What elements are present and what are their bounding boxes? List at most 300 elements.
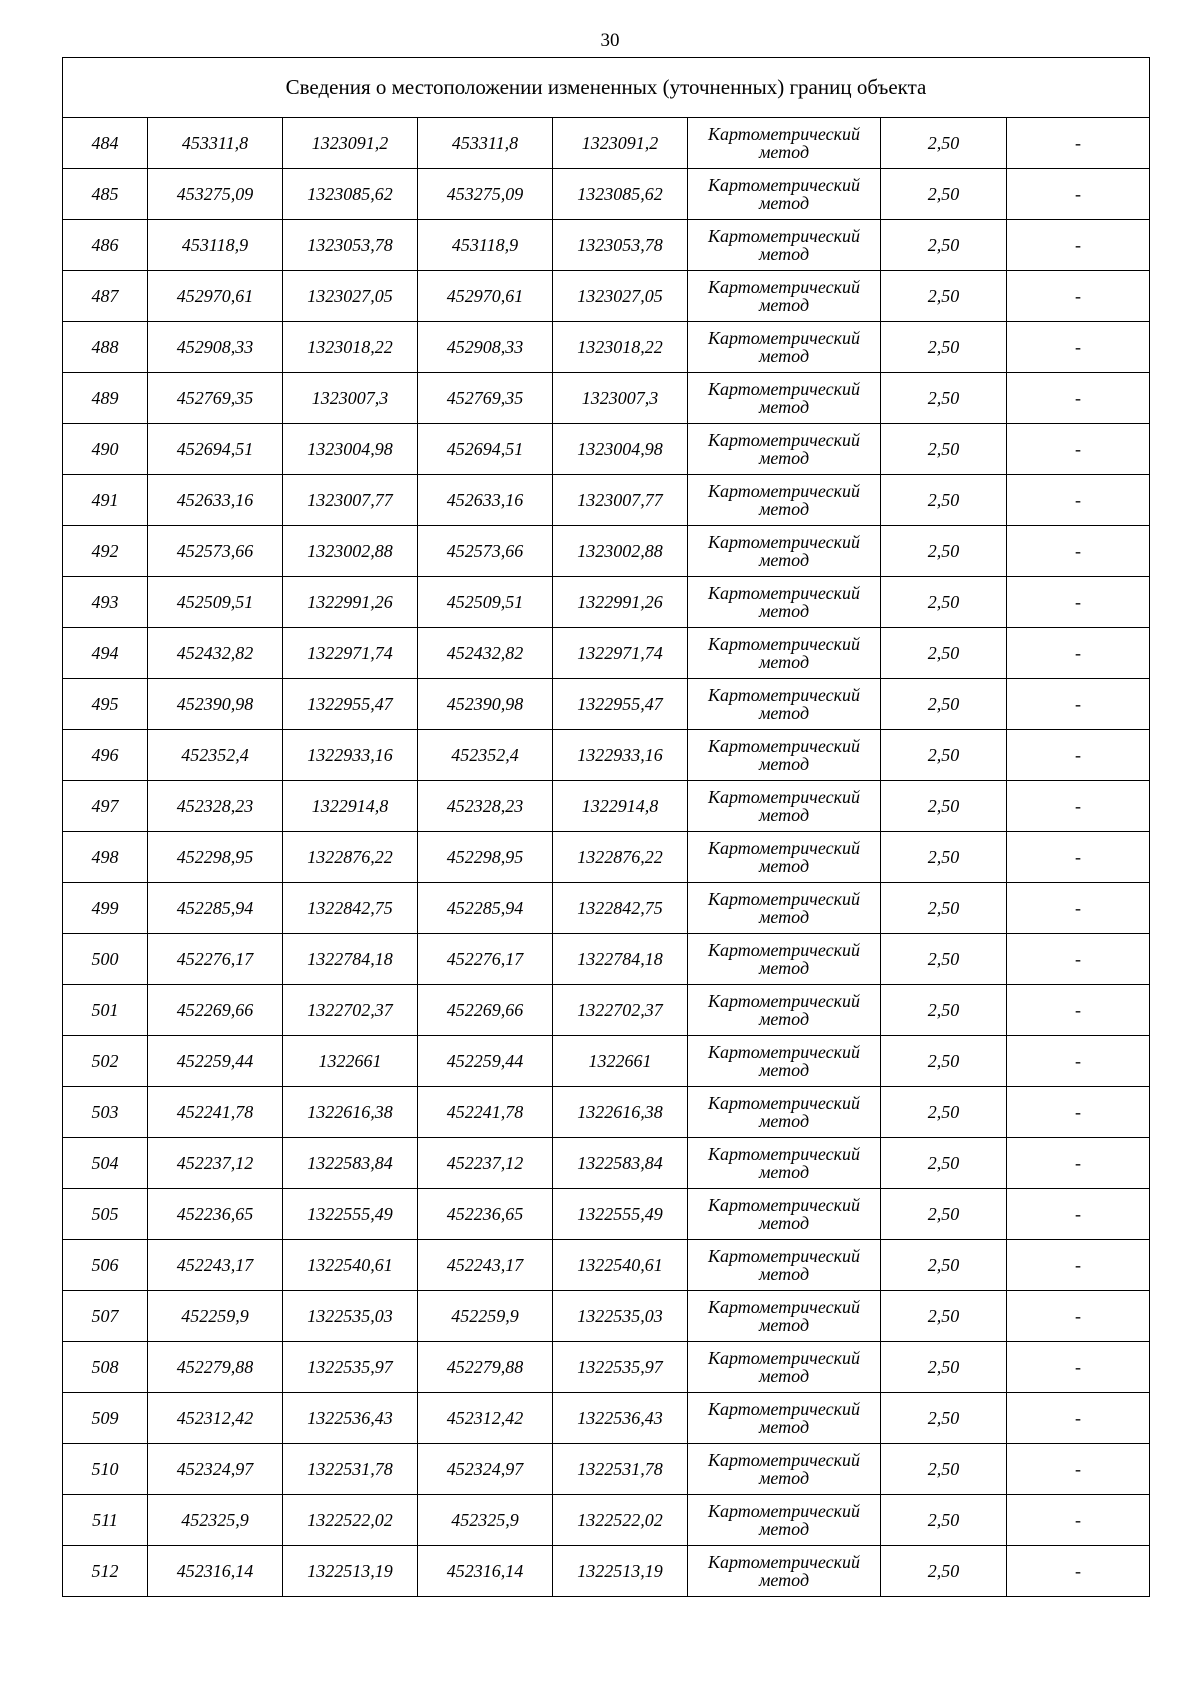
y-existing-cell: 1323007,77 xyxy=(283,475,418,526)
table-row xyxy=(63,985,1150,1036)
method-cell xyxy=(688,1291,881,1342)
method-line-1: Картометрический xyxy=(707,1246,860,1266)
method-cell xyxy=(688,1546,881,1597)
y-refined-cell: 1323027,05 xyxy=(553,271,688,322)
y-existing-cell: 1322971,74 xyxy=(283,628,418,679)
method-line-1: Картометрический xyxy=(707,583,860,603)
point-number-cell: 512 xyxy=(63,1546,148,1597)
x-refined-cell: 452237,12 xyxy=(418,1138,553,1189)
point-number-cell: 484 xyxy=(63,118,148,169)
method-line-2: метод xyxy=(758,295,810,315)
note-cell: - xyxy=(1007,373,1150,424)
accuracy-cell: 2,50 xyxy=(881,577,1007,628)
method-cell xyxy=(688,1342,881,1393)
table-row xyxy=(63,628,1150,679)
accuracy-cell: 2,50 xyxy=(881,1291,1007,1342)
method-line-1: Картометрический xyxy=(707,940,860,960)
table-row xyxy=(63,781,1150,832)
method-line-1: Картометрический xyxy=(707,1348,860,1368)
x-existing-cell: 452970,61 xyxy=(148,271,283,322)
method-line-1: Картометрический xyxy=(707,379,860,399)
x-refined-cell: 452352,4 xyxy=(418,730,553,781)
method-line-1: Картометрический xyxy=(707,277,860,297)
point-number-cell: 503 xyxy=(63,1087,148,1138)
y-existing-cell: 1322535,97 xyxy=(283,1342,418,1393)
method-line-1: Картометрический xyxy=(707,226,860,246)
method-line-2: метод xyxy=(758,550,810,570)
table-row xyxy=(63,169,1150,220)
note-cell: - xyxy=(1007,169,1150,220)
x-refined-cell: 452573,66 xyxy=(418,526,553,577)
note-cell: - xyxy=(1007,118,1150,169)
x-refined-cell: 452259,44 xyxy=(418,1036,553,1087)
table-row xyxy=(63,526,1150,577)
method-cell xyxy=(688,322,881,373)
note-cell: - xyxy=(1007,1189,1150,1240)
method-cell xyxy=(688,628,881,679)
method-line-2: метод xyxy=(758,193,810,213)
y-existing-cell: 1322536,43 xyxy=(283,1393,418,1444)
point-number-cell: 506 xyxy=(63,1240,148,1291)
y-refined-cell: 1322702,37 xyxy=(553,985,688,1036)
y-existing-cell: 1322583,84 xyxy=(283,1138,418,1189)
x-refined-cell: 452509,51 xyxy=(418,577,553,628)
method-cell xyxy=(688,781,881,832)
x-refined-cell: 452694,51 xyxy=(418,424,553,475)
accuracy-cell: 2,50 xyxy=(881,1138,1007,1189)
method-cell xyxy=(688,169,881,220)
y-refined-cell: 1322955,47 xyxy=(553,679,688,730)
method-line-2: метод xyxy=(758,244,810,264)
x-refined-cell: 452243,17 xyxy=(418,1240,553,1291)
accuracy-cell: 2,50 xyxy=(881,1087,1007,1138)
method-line-2: метод xyxy=(758,754,810,774)
method-cell xyxy=(688,934,881,985)
table-row xyxy=(63,1291,1150,1342)
method-line-1: Картометрический xyxy=(707,787,860,807)
x-existing-cell: 452573,66 xyxy=(148,526,283,577)
y-refined-cell: 1322784,18 xyxy=(553,934,688,985)
table-row xyxy=(63,1138,1150,1189)
point-number-cell: 510 xyxy=(63,1444,148,1495)
y-refined-cell: 1323053,78 xyxy=(553,220,688,271)
note-cell: - xyxy=(1007,526,1150,577)
method-line-2: метод xyxy=(758,805,810,825)
method-cell xyxy=(688,475,881,526)
y-refined-cell: 1322531,78 xyxy=(553,1444,688,1495)
table-row xyxy=(63,1087,1150,1138)
point-number-cell: 498 xyxy=(63,832,148,883)
table-row xyxy=(63,1189,1150,1240)
x-existing-cell: 453118,9 xyxy=(148,220,283,271)
method-line-2: метод xyxy=(758,499,810,519)
method-cell xyxy=(688,271,881,322)
accuracy-cell: 2,50 xyxy=(881,1444,1007,1495)
point-number-cell: 488 xyxy=(63,322,148,373)
y-refined-cell: 1322540,61 xyxy=(553,1240,688,1291)
table-row xyxy=(63,1495,1150,1546)
accuracy-cell: 2,50 xyxy=(881,526,1007,577)
accuracy-cell: 2,50 xyxy=(881,373,1007,424)
method-line-2: метод xyxy=(758,397,810,417)
method-line-2: метод xyxy=(758,1519,810,1539)
point-number-cell: 502 xyxy=(63,1036,148,1087)
x-refined-cell: 452312,42 xyxy=(418,1393,553,1444)
x-refined-cell: 452241,78 xyxy=(418,1087,553,1138)
y-existing-cell: 1323091,2 xyxy=(283,118,418,169)
method-line-2: метод xyxy=(758,448,810,468)
y-refined-cell: 1322914,8 xyxy=(553,781,688,832)
x-existing-cell: 452269,66 xyxy=(148,985,283,1036)
point-number-cell: 487 xyxy=(63,271,148,322)
y-existing-cell: 1322616,38 xyxy=(283,1087,418,1138)
table-row xyxy=(63,1342,1150,1393)
method-line-2: метод xyxy=(758,601,810,621)
point-number-cell: 486 xyxy=(63,220,148,271)
point-number-cell: 497 xyxy=(63,781,148,832)
note-cell: - xyxy=(1007,1291,1150,1342)
method-cell xyxy=(688,1087,881,1138)
y-existing-cell: 1323002,88 xyxy=(283,526,418,577)
accuracy-cell: 2,50 xyxy=(881,271,1007,322)
accuracy-cell: 2,50 xyxy=(881,169,1007,220)
method-line-1: Картометрический xyxy=(707,430,860,450)
accuracy-cell: 2,50 xyxy=(881,475,1007,526)
method-cell xyxy=(688,1495,881,1546)
note-cell: - xyxy=(1007,424,1150,475)
y-refined-cell: 1323085,62 xyxy=(553,169,688,220)
point-number-cell: 507 xyxy=(63,1291,148,1342)
note-cell: - xyxy=(1007,934,1150,985)
x-refined-cell: 452279,88 xyxy=(418,1342,553,1393)
point-number-cell: 500 xyxy=(63,934,148,985)
page-number: 30 xyxy=(600,30,620,51)
method-line-1: Картометрический xyxy=(707,889,860,909)
point-number-cell: 508 xyxy=(63,1342,148,1393)
y-existing-cell: 1323018,22 xyxy=(283,322,418,373)
method-line-1: Картометрический xyxy=(707,1399,860,1419)
x-existing-cell: 452325,9 xyxy=(148,1495,283,1546)
method-line-1: Картометрический xyxy=(707,685,860,705)
y-existing-cell: 1322991,26 xyxy=(283,577,418,628)
y-refined-cell: 1323007,77 xyxy=(553,475,688,526)
method-cell xyxy=(688,1138,881,1189)
x-refined-cell: 452298,95 xyxy=(418,832,553,883)
y-refined-cell: 1323004,98 xyxy=(553,424,688,475)
method-cell xyxy=(688,730,881,781)
table-row xyxy=(63,322,1150,373)
y-existing-cell: 1322513,19 xyxy=(283,1546,418,1597)
accuracy-cell: 2,50 xyxy=(881,322,1007,373)
accuracy-cell: 2,50 xyxy=(881,1393,1007,1444)
accuracy-cell: 2,50 xyxy=(881,1495,1007,1546)
method-cell xyxy=(688,118,881,169)
method-line-1: Картометрический xyxy=(707,838,860,858)
y-existing-cell: 1322914,8 xyxy=(283,781,418,832)
y-existing-cell: 1322555,49 xyxy=(283,1189,418,1240)
table-row xyxy=(63,577,1150,628)
y-existing-cell: 1323004,98 xyxy=(283,424,418,475)
method-line-2: метод xyxy=(758,1213,810,1233)
accuracy-cell: 2,50 xyxy=(881,781,1007,832)
method-cell xyxy=(688,1393,881,1444)
y-existing-cell: 1323007,3 xyxy=(283,373,418,424)
note-cell: - xyxy=(1007,985,1150,1036)
y-refined-cell: 1322933,16 xyxy=(553,730,688,781)
note-cell: - xyxy=(1007,679,1150,730)
method-line-1: Картометрический xyxy=(707,1042,860,1062)
table-row xyxy=(63,1444,1150,1495)
note-cell: - xyxy=(1007,1495,1150,1546)
x-refined-cell: 452269,66 xyxy=(418,985,553,1036)
method-cell xyxy=(688,1240,881,1291)
method-cell xyxy=(688,1036,881,1087)
method-line-2: метод xyxy=(758,1468,810,1488)
y-refined-cell: 1322842,75 xyxy=(553,883,688,934)
note-cell: - xyxy=(1007,730,1150,781)
x-existing-cell: 452259,44 xyxy=(148,1036,283,1087)
y-refined-cell: 1323091,2 xyxy=(553,118,688,169)
method-line-1: Картометрический xyxy=(707,328,860,348)
y-existing-cell: 1323027,05 xyxy=(283,271,418,322)
method-cell xyxy=(688,424,881,475)
y-existing-cell: 1322933,16 xyxy=(283,730,418,781)
y-refined-cell: 1323018,22 xyxy=(553,322,688,373)
method-line-2: метод xyxy=(758,1009,810,1029)
x-refined-cell: 452970,61 xyxy=(418,271,553,322)
table-row xyxy=(63,934,1150,985)
point-number-cell: 485 xyxy=(63,169,148,220)
method-line-2: метод xyxy=(758,1366,810,1386)
x-existing-cell: 452509,51 xyxy=(148,577,283,628)
note-cell: - xyxy=(1007,832,1150,883)
table-row xyxy=(63,118,1150,169)
point-number-cell: 496 xyxy=(63,730,148,781)
note-cell: - xyxy=(1007,475,1150,526)
y-refined-cell: 1323002,88 xyxy=(553,526,688,577)
y-refined-cell: 1322991,26 xyxy=(553,577,688,628)
x-existing-cell: 452769,35 xyxy=(148,373,283,424)
x-refined-cell: 452908,33 xyxy=(418,322,553,373)
accuracy-cell: 2,50 xyxy=(881,1546,1007,1597)
y-existing-cell: 1322842,75 xyxy=(283,883,418,934)
table-row xyxy=(63,1240,1150,1291)
x-refined-cell: 452276,17 xyxy=(418,934,553,985)
x-refined-cell: 452325,9 xyxy=(418,1495,553,1546)
note-cell: - xyxy=(1007,1546,1150,1597)
x-existing-cell: 452328,23 xyxy=(148,781,283,832)
y-existing-cell: 1322955,47 xyxy=(283,679,418,730)
note-cell: - xyxy=(1007,322,1150,373)
method-line-2: метод xyxy=(758,907,810,927)
table-row xyxy=(63,679,1150,730)
point-number-cell: 495 xyxy=(63,679,148,730)
method-line-2: метод xyxy=(758,1417,810,1437)
note-cell: - xyxy=(1007,628,1150,679)
x-existing-cell: 452241,78 xyxy=(148,1087,283,1138)
method-line-1: Картометрический xyxy=(707,175,860,195)
x-existing-cell: 452390,98 xyxy=(148,679,283,730)
note-cell: - xyxy=(1007,577,1150,628)
accuracy-cell: 2,50 xyxy=(881,118,1007,169)
y-refined-cell: 1323007,3 xyxy=(553,373,688,424)
y-refined-cell: 1322536,43 xyxy=(553,1393,688,1444)
accuracy-cell: 2,50 xyxy=(881,883,1007,934)
table-row xyxy=(63,220,1150,271)
method-line-1: Картометрический xyxy=(707,1297,860,1317)
method-cell xyxy=(688,832,881,883)
y-refined-cell: 1322555,49 xyxy=(553,1189,688,1240)
x-refined-cell: 452316,14 xyxy=(418,1546,553,1597)
table-row xyxy=(63,1546,1150,1597)
method-line-1: Картометрический xyxy=(707,991,860,1011)
x-existing-cell: 452324,97 xyxy=(148,1444,283,1495)
x-existing-cell: 452908,33 xyxy=(148,322,283,373)
y-existing-cell: 1322522,02 xyxy=(283,1495,418,1546)
y-existing-cell: 1323085,62 xyxy=(283,169,418,220)
x-existing-cell: 453275,09 xyxy=(148,169,283,220)
y-refined-cell: 1322616,38 xyxy=(553,1087,688,1138)
method-line-2: метод xyxy=(758,1162,810,1182)
method-line-1: Картометрический xyxy=(707,1093,860,1113)
x-refined-cell: 453118,9 xyxy=(418,220,553,271)
x-refined-cell: 453311,8 xyxy=(418,118,553,169)
note-cell: - xyxy=(1007,1240,1150,1291)
point-number-cell: 501 xyxy=(63,985,148,1036)
method-cell xyxy=(688,220,881,271)
x-existing-cell: 452236,65 xyxy=(148,1189,283,1240)
x-existing-cell: 452276,17 xyxy=(148,934,283,985)
point-number-cell: 494 xyxy=(63,628,148,679)
method-cell xyxy=(688,679,881,730)
x-refined-cell: 452633,16 xyxy=(418,475,553,526)
method-cell xyxy=(688,985,881,1036)
accuracy-cell: 2,50 xyxy=(881,220,1007,271)
accuracy-cell: 2,50 xyxy=(881,628,1007,679)
x-refined-cell: 452236,65 xyxy=(418,1189,553,1240)
x-existing-cell: 452352,4 xyxy=(148,730,283,781)
note-cell: - xyxy=(1007,1087,1150,1138)
y-refined-cell: 1322583,84 xyxy=(553,1138,688,1189)
method-line-2: метод xyxy=(758,703,810,723)
point-number-cell: 492 xyxy=(63,526,148,577)
table-row xyxy=(63,373,1150,424)
y-refined-cell: 1322971,74 xyxy=(553,628,688,679)
y-existing-cell: 1322535,03 xyxy=(283,1291,418,1342)
x-existing-cell: 452279,88 xyxy=(148,1342,283,1393)
point-number-cell: 505 xyxy=(63,1189,148,1240)
accuracy-cell: 2,50 xyxy=(881,1036,1007,1087)
accuracy-cell: 2,50 xyxy=(881,424,1007,475)
y-refined-cell: 1322535,03 xyxy=(553,1291,688,1342)
table-row xyxy=(63,1393,1150,1444)
table-row xyxy=(63,832,1150,883)
x-existing-cell: 452312,42 xyxy=(148,1393,283,1444)
method-line-1: Картометрический xyxy=(707,124,860,144)
note-cell: - xyxy=(1007,220,1150,271)
table-title-row xyxy=(63,58,1150,118)
method-line-1: Картометрический xyxy=(707,736,860,756)
method-line-2: метод xyxy=(758,1264,810,1284)
table-title: Сведения о местоположении измененных (уточненных) границ объекта xyxy=(63,58,1150,118)
x-refined-cell: 453275,09 xyxy=(418,169,553,220)
x-existing-cell: 452243,17 xyxy=(148,1240,283,1291)
x-refined-cell: 452285,94 xyxy=(418,883,553,934)
method-line-2: метод xyxy=(758,1111,810,1131)
note-cell: - xyxy=(1007,781,1150,832)
y-refined-cell: 1322661 xyxy=(553,1036,688,1087)
method-cell xyxy=(688,577,881,628)
note-cell: - xyxy=(1007,1393,1150,1444)
method-cell xyxy=(688,1189,881,1240)
point-number-cell: 493 xyxy=(63,577,148,628)
table-row xyxy=(63,883,1150,934)
x-existing-cell: 452285,94 xyxy=(148,883,283,934)
method-line-2: метод xyxy=(758,652,810,672)
accuracy-cell: 2,50 xyxy=(881,934,1007,985)
x-existing-cell: 452694,51 xyxy=(148,424,283,475)
x-existing-cell: 452432,82 xyxy=(148,628,283,679)
y-existing-cell: 1322784,18 xyxy=(283,934,418,985)
method-line-1: Картометрический xyxy=(707,1450,860,1470)
point-number-cell: 490 xyxy=(63,424,148,475)
x-existing-cell: 452237,12 xyxy=(148,1138,283,1189)
table-row xyxy=(63,271,1150,322)
method-cell xyxy=(688,1444,881,1495)
method-line-2: метод xyxy=(758,1315,810,1335)
y-refined-cell: 1322876,22 xyxy=(553,832,688,883)
point-number-cell: 509 xyxy=(63,1393,148,1444)
accuracy-cell: 2,50 xyxy=(881,1240,1007,1291)
method-line-2: метод xyxy=(758,1570,810,1590)
y-existing-cell: 1322531,78 xyxy=(283,1444,418,1495)
table-row xyxy=(63,1036,1150,1087)
accuracy-cell: 2,50 xyxy=(881,730,1007,781)
accuracy-cell: 2,50 xyxy=(881,1342,1007,1393)
note-cell: - xyxy=(1007,1138,1150,1189)
method-line-2: метод xyxy=(758,958,810,978)
x-refined-cell: 452328,23 xyxy=(418,781,553,832)
y-existing-cell: 1323053,78 xyxy=(283,220,418,271)
note-cell: - xyxy=(1007,271,1150,322)
method-line-1: Картометрический xyxy=(707,1552,860,1572)
table-row xyxy=(63,475,1150,526)
accuracy-cell: 2,50 xyxy=(881,679,1007,730)
accuracy-cell: 2,50 xyxy=(881,1189,1007,1240)
note-cell: - xyxy=(1007,1342,1150,1393)
table-row xyxy=(63,730,1150,781)
point-number-cell: 504 xyxy=(63,1138,148,1189)
x-refined-cell: 452324,97 xyxy=(418,1444,553,1495)
method-cell xyxy=(688,526,881,577)
point-number-cell: 511 xyxy=(63,1495,148,1546)
accuracy-cell: 2,50 xyxy=(881,985,1007,1036)
note-cell: - xyxy=(1007,883,1150,934)
accuracy-cell: 2,50 xyxy=(881,832,1007,883)
method-line-2: метод xyxy=(758,856,810,876)
y-existing-cell: 1322540,61 xyxy=(283,1240,418,1291)
method-line-1: Картометрический xyxy=(707,481,860,501)
x-existing-cell: 452633,16 xyxy=(148,475,283,526)
method-line-1: Картометрический xyxy=(707,1195,860,1215)
x-existing-cell: 452259,9 xyxy=(148,1291,283,1342)
y-refined-cell: 1322535,97 xyxy=(553,1342,688,1393)
x-existing-cell: 452316,14 xyxy=(148,1546,283,1597)
method-line-1: Картометрический xyxy=(707,1144,860,1164)
x-existing-cell: 453311,8 xyxy=(148,118,283,169)
method-cell xyxy=(688,883,881,934)
point-number-cell: 489 xyxy=(63,373,148,424)
